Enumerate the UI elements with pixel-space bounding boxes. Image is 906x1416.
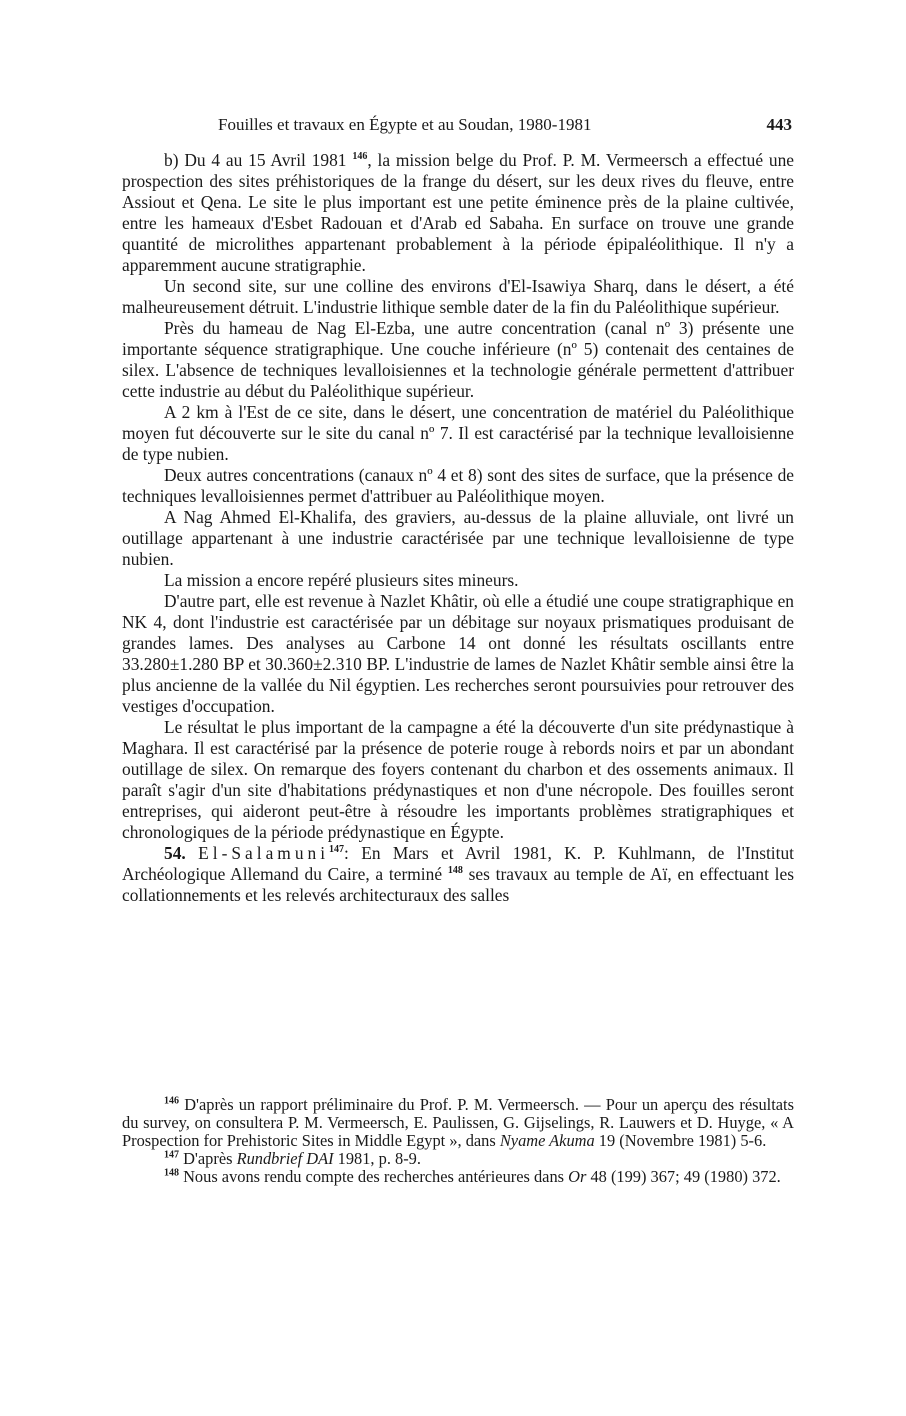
journal-title: Or	[568, 1167, 587, 1186]
footnote-text: 1981, p. 8-9.	[333, 1149, 421, 1168]
journal-title: Nyame Akuma	[499, 1131, 595, 1150]
footnote-text: 19 (Novembre 1981) 5-6.	[594, 1131, 767, 1150]
footnote-number: 148	[164, 1167, 179, 1179]
paragraph: A Nag Ahmed El-Khalifa, des graviers, au-dessus de la plaine alluviale, ont livré un outillage appartenant à une industrie caractérisée par une technique levalloisienne de type nubien.	[122, 507, 794, 569]
paragraph: Le résultat le plus important de la campagne a été la découverte d'un site prédynastique à Maghara. Il est caractérisé par la présence de poterie rouge à rebords noirs et par un abondant outillage de silex. On remarque des foyers contenant du charbon et des ossements animaux. Il paraît s'agir d'un site d'habitations prédynastiques et non d'une nécropole. Des fouilles seront entreprises, qui aideront peut-être à résoudre les importants problèmes stratigraphiques et chronologiques de la période prédynastique en Égypte.	[122, 717, 794, 842]
site-name: El-Salamuni	[198, 843, 330, 863]
paragraph: A 2 km à l'Est de ce site, dans le désert, une concentration de matériel du Paléolithique moyen fut découverte sur le site du canal nº 7. Il est caractérisé par la technique levalloisienne de type nubien.	[122, 402, 794, 464]
footnote	[122, 1168, 794, 1186]
paragraph-text: ses travaux au temple de Aï, en effectuant les collationnements et les relevés architecturaux des salles	[122, 864, 795, 905]
footnote	[122, 1096, 794, 1150]
footnote-text: Nous avons rendu compte des recherches antérieures dans	[179, 1167, 569, 1186]
footnote-text: 48 (199) 367; 49 (1980) 372.	[586, 1167, 781, 1186]
footnotes	[122, 1096, 794, 1186]
paragraph: La mission a encore repéré plusieurs sites mineurs.	[164, 570, 519, 590]
running-header	[218, 115, 792, 139]
paragraph-text: , la mission belge du Prof. P. M. Vermeersch a effectué une prospection des sites préhistoriques de la frange du désert, sur les deux rives du fleuve, entre Assiout et Qena. Le site le plus important est une petite éminence près de la plaine cultivée, entre les hameaux d'Esbet Radouan et d'Arab ed Sabaha. En surface on trouve une grande quantité de microlithes appartenant probablement à la période épipaléolithique. Il n'y a apparemment aucune stratigraphie.	[122, 150, 794, 275]
journal-title: Rundbrief DAI	[236, 1149, 334, 1168]
footnote-number: 147	[164, 1149, 179, 1161]
footnote-text: D'après un rapport préliminaire du Prof. P. M. Vermeersch. — Pour un aperçu des résultats du survey, on consultera P. M. Vermeersch, E. Paulissen, G. Gijselings, R. Lauwers et D. Huyge, « A Prospection for Prehistoric Sites in Middle Egypt », dans	[122, 1095, 794, 1150]
section-number: 54.	[164, 843, 186, 863]
footnote-text: D'après	[179, 1149, 237, 1168]
paragraph-text: b) Du 4 au 15 Avril 1981	[164, 150, 347, 170]
paragraph: D'autre part, elle est revenue à Nazlet Khâtir, où elle a étudié une coupe stratigraphique en NK 4, dont l'industrie est caractérisée par un débitage sur noyaux prismatiques produisant de grandes lames. Des analyses au Carbone 14 ont donné les résultats oscillants entre 33.280±1.280 BP et 30.360±2.310 BP. L'industrie de lames de Nazlet Khâtir semble ainsi être la plus ancienne de la vallée du Nil égyptien. Les recherches seront poursuivies pour retrouver des vestiges d'occupation.	[122, 591, 794, 716]
paragraph	[122, 150, 794, 276]
footnote-ref: 146	[352, 151, 368, 163]
page-number: 443	[766, 115, 792, 134]
paragraph: Près du hameau de Nag El-Ezba, une autre concentration (canal nº 3) présente une importante séquence stratigraphique. Une couche inférieure (nº 5) contenait des centaines de silex. L'absence de techniques levalloisiennes et la technologie générale permettent d'attribuer cette industrie au début du Paléolithique supérieur.	[122, 318, 794, 401]
footnote-number: 146	[164, 1095, 179, 1107]
footnote	[122, 1150, 794, 1168]
main-text	[122, 150, 794, 906]
paragraph: Un second site, sur une colline des environs d'El-Isawiya Sharq, dans le désert, a été malheureusement détruit. L'industrie lithique semble dater de la fin du Paléolithique supérieur.	[122, 276, 794, 317]
running-title: Fouilles et travaux en Égypte et au Soudan, 1980-1981	[218, 115, 592, 134]
footnote-ref: 148	[447, 865, 463, 877]
footnote-ref: 147	[329, 844, 345, 856]
paragraph	[122, 843, 794, 906]
paragraph: Deux autres concentrations (canaux nº 4 et 8) sont des sites de surface, que la présence de techniques levalloisiennes permet d'attribuer au Paléolithique moyen.	[122, 465, 794, 506]
paragraph-text: : En Mars et Avril 1981, K. P. Kuhlmann, de l'Institut Archéologique Allemand du Caire, a terminé	[122, 843, 794, 884]
